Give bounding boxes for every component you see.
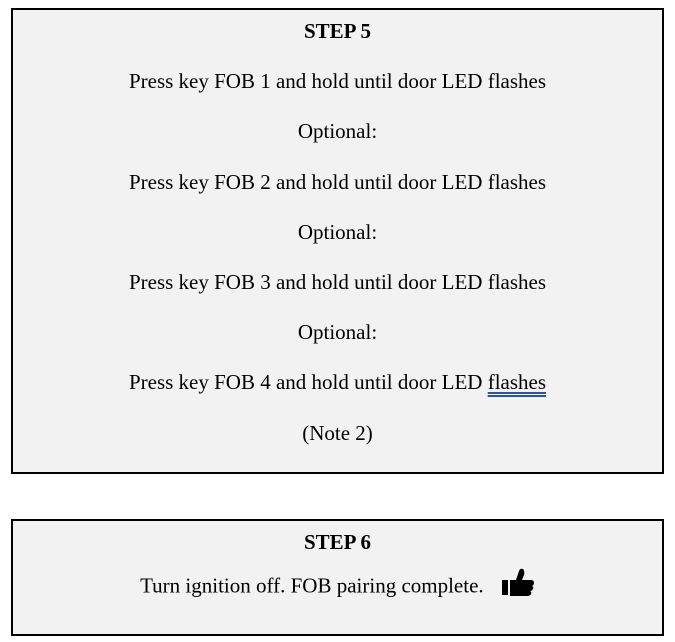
spellcheck-word: flashes: [487, 370, 547, 394]
step-5-optional-1: Optional:: [297, 119, 378, 143]
step-5-line-4: [13, 370, 662, 394]
step-5-box: [11, 8, 664, 474]
step-6-title: STEP 6: [303, 530, 372, 554]
step-5-line-2: Press key FOB 2 and hold until door LED flashes: [128, 170, 547, 194]
step-5-line-1: Press key FOB 1 and hold until door LED flashes: [128, 69, 547, 93]
step-5-line-4-text: Press key FOB 4 and hold until door LED: [128, 370, 488, 394]
step-5-note: (Note 2): [302, 421, 373, 445]
thumbs-up-icon: [501, 568, 535, 603]
step-5-line-3: Press key FOB 3 and hold until door LED flashes: [128, 270, 547, 294]
step-6-text: Turn ignition off. FOB pairing complete.: [140, 573, 484, 598]
step-5-optional-2: Optional:: [297, 220, 378, 244]
step-6-line: [13, 572, 662, 603]
step-5-title: STEP 5: [303, 19, 372, 43]
step-5-optional-3: Optional:: [297, 320, 378, 344]
step-6-box: [11, 519, 664, 636]
